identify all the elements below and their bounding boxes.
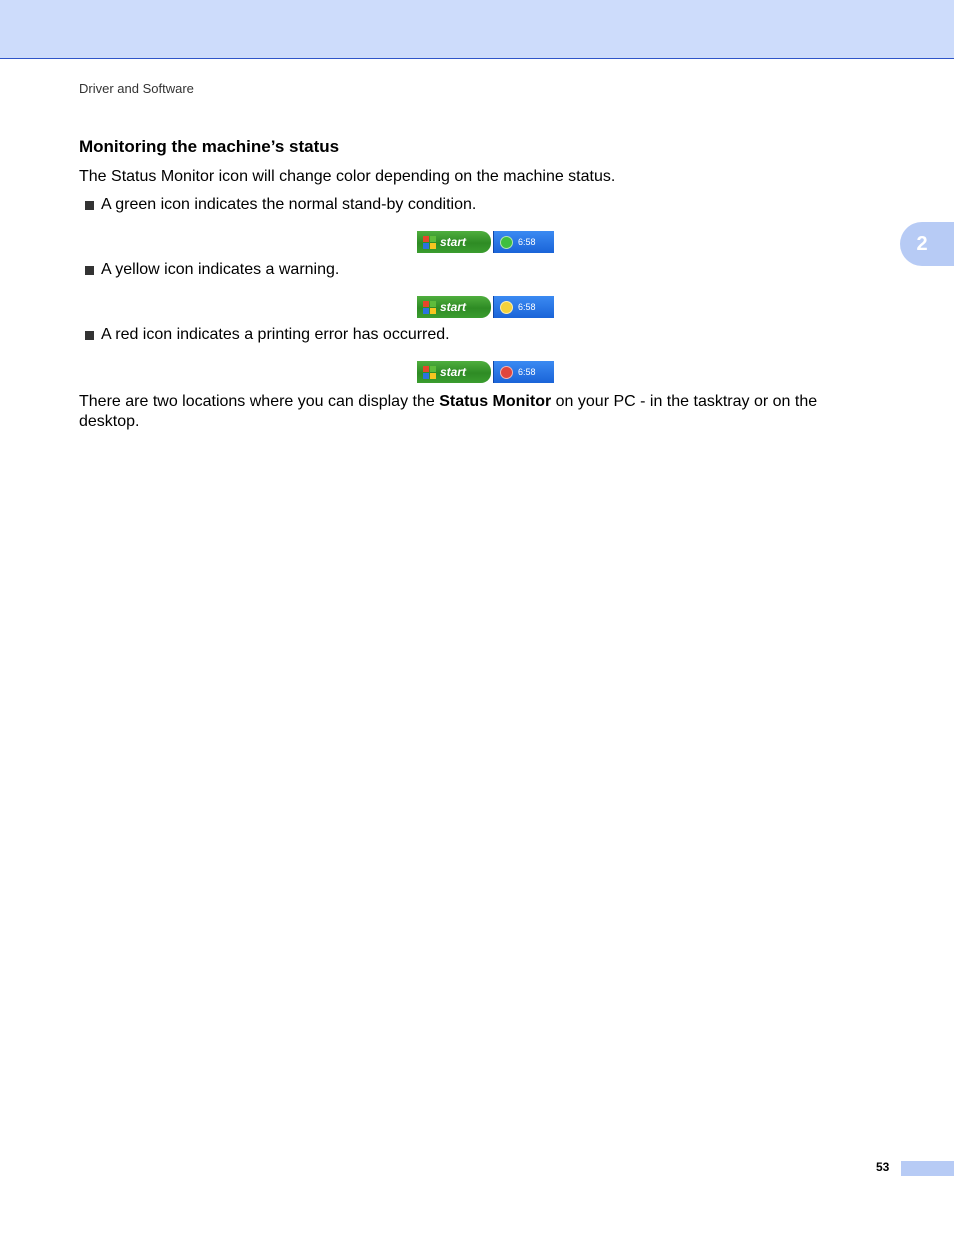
bullet-square-icon: [85, 266, 94, 275]
closing-text-before: There are two locations where you can display the: [79, 393, 440, 410]
bullet-text: A red icon indicates a printing error has occurred.: [101, 326, 450, 343]
closing-text-after: on your PC - in the tasktray or on the desktop.: [79, 393, 818, 430]
tray-clock: 6:58: [518, 237, 536, 247]
status-monitor-term: Status Monitor: [439, 393, 552, 410]
taskbar-screenshot: [417, 296, 554, 318]
red-status-icon: [500, 366, 513, 379]
start-button: [417, 296, 491, 318]
closing-paragraph: [79, 392, 879, 432]
section-title: Monitoring the machine’s status: [79, 137, 340, 156]
windows-logo-icon: [423, 366, 436, 379]
bullet-text: A green icon indicates the normal stand-by condition.: [101, 196, 477, 213]
bullet-item: [85, 196, 476, 214]
taskbar-screenshot: [417, 231, 554, 253]
chapter-tab: 2: [900, 222, 954, 266]
bullet-item: [85, 261, 339, 279]
footer-bar: [901, 1161, 954, 1176]
bullet-square-icon: [85, 201, 94, 210]
taskbar-screenshot: [417, 361, 554, 383]
tray-clock: 6:58: [518, 367, 536, 377]
start-button: [417, 361, 491, 383]
system-tray: [493, 231, 554, 253]
start-button: [417, 231, 491, 253]
system-tray: [493, 296, 554, 318]
green-status-icon: [500, 236, 513, 249]
bullet-square-icon: [85, 331, 94, 340]
intro-paragraph: The Status Monitor icon will change color depending on the machine status.: [79, 168, 616, 185]
windows-logo-icon: [423, 301, 436, 314]
yellow-status-icon: [500, 301, 513, 314]
bullet-text: A yellow icon indicates a warning.: [101, 261, 340, 278]
start-label: start: [440, 300, 467, 314]
start-label: start: [440, 235, 467, 249]
start-label: start: [440, 365, 467, 379]
running-header: Driver and Software: [79, 81, 194, 96]
page-number: 53: [876, 1160, 890, 1174]
tray-clock: 6:58: [518, 302, 536, 312]
system-tray: [493, 361, 554, 383]
top-header-band: [0, 0, 954, 59]
windows-logo-icon: [423, 236, 436, 249]
bullet-item: [85, 326, 450, 344]
